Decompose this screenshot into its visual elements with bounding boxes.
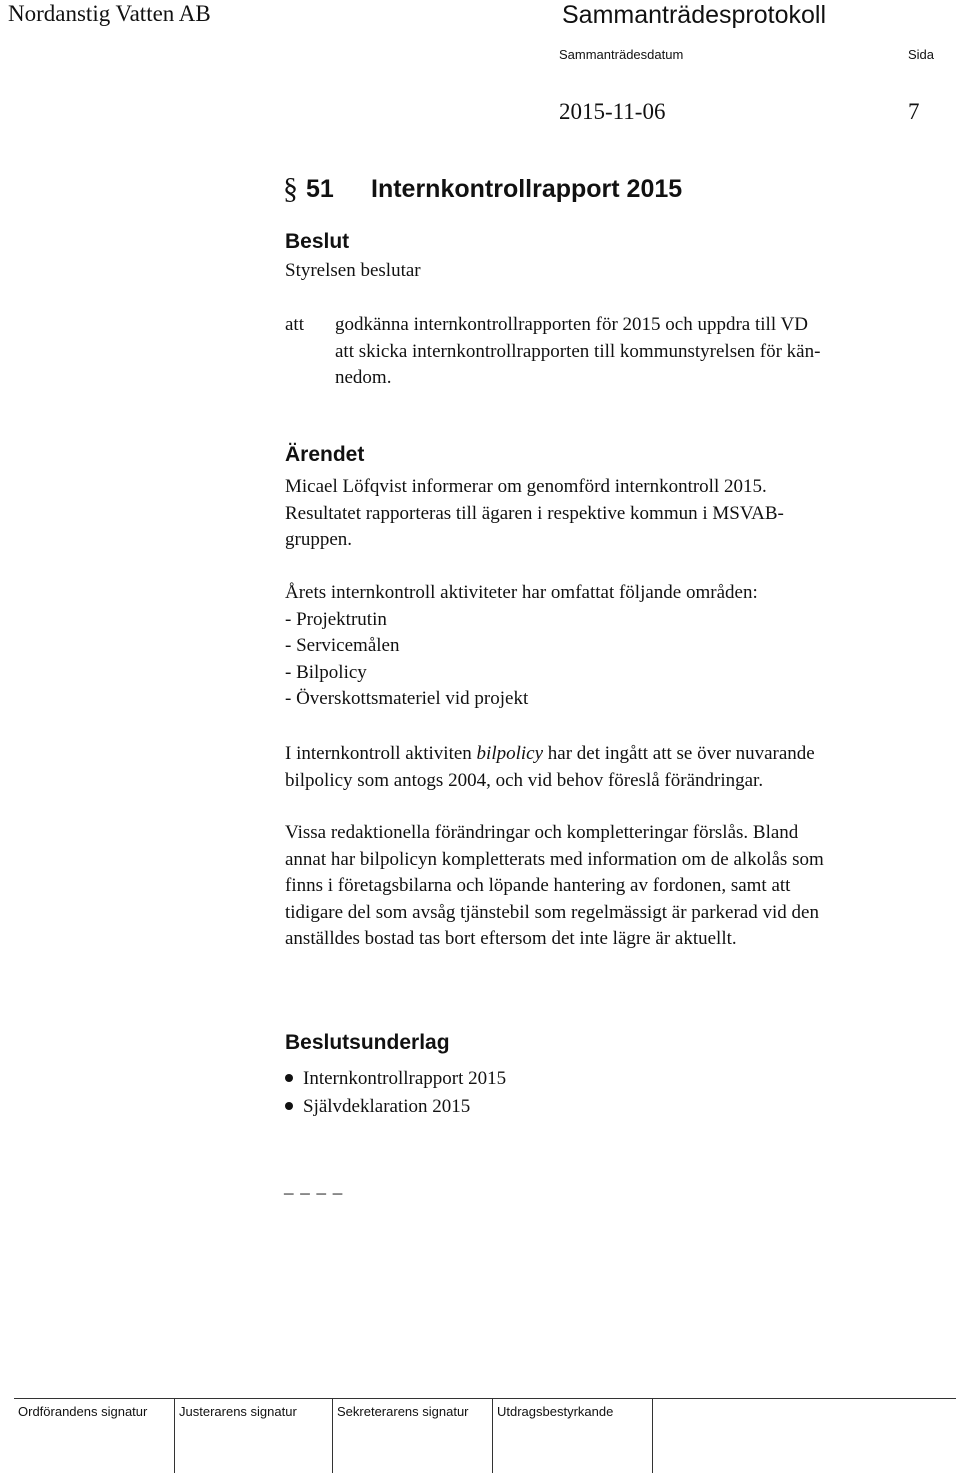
beslut-heading: Beslut bbox=[285, 230, 350, 253]
list-item: - Projektrutin bbox=[285, 608, 387, 630]
arendet-paragraph-1 bbox=[285, 474, 784, 554]
text-span: har det ingått att se över nuvarande bbox=[543, 743, 815, 764]
beslut-line: godkänna internkontrollrapporten för 2015 och uppdra till VD bbox=[335, 314, 808, 335]
signature-label: Ordförandens signatur bbox=[18, 1404, 148, 1419]
beslut-att-label: att bbox=[285, 314, 304, 335]
signature-label: Justerarens signatur bbox=[179, 1404, 297, 1419]
beslut-text bbox=[335, 312, 935, 392]
signature-label: Utdragsbestyrkande bbox=[497, 1404, 614, 1419]
signature-cell-chair bbox=[14, 1399, 174, 1473]
list-item bbox=[285, 1094, 470, 1120]
beslut-intro: Styrelsen beslutar bbox=[285, 260, 421, 281]
document-type: Sammanträdesprotokoll bbox=[562, 1, 827, 29]
section-symbol: § bbox=[283, 172, 298, 205]
section-number: 51 bbox=[306, 175, 334, 203]
list-item: - Överskottsmateriel vid projekt bbox=[285, 688, 529, 710]
page-label: Sida bbox=[908, 47, 935, 62]
beslutsunderlag-heading: Beslutsunderlag bbox=[285, 1031, 450, 1054]
signature-cell-blank bbox=[652, 1399, 956, 1473]
text-line: anställdes bostad tas bort eftersom det inte lägre är aktuellt. bbox=[285, 928, 737, 950]
text-line: Vissa redaktionella förändringar och kompletteringar förslås. Bland bbox=[285, 822, 799, 843]
signature-cell-secretary bbox=[332, 1399, 493, 1473]
organization-name: Nordanstig Vatten AB bbox=[8, 1, 211, 26]
list-item: - Bilpolicy bbox=[285, 661, 367, 683]
bullet-icon bbox=[285, 1102, 293, 1110]
text-line: annat har bilpolicyn kompletterats med information om de alkolås som bbox=[285, 848, 824, 870]
bullet-icon bbox=[285, 1074, 293, 1082]
page-number: 7 bbox=[908, 99, 920, 124]
signature-table bbox=[14, 1398, 956, 1473]
meeting-date: 2015-11-06 bbox=[559, 99, 666, 124]
text-line: finns i företagsbilarna och löpande hantering av fordonen, samt att bbox=[285, 875, 791, 897]
text-line: Årets internkontroll aktiviteter har omfattat följande områden: bbox=[285, 582, 758, 603]
arendet-heading: Ärendet bbox=[285, 443, 365, 466]
text-line: Resultatet rapporteras till ägaren i respektive kommun i MSVAB- bbox=[285, 502, 784, 524]
section-title: Internkontrollrapport 2015 bbox=[371, 175, 683, 203]
signature-cell-certification bbox=[492, 1399, 653, 1473]
list-item bbox=[285, 1066, 506, 1092]
arendet-paragraph-4 bbox=[285, 820, 824, 953]
list-item: - Servicemålen bbox=[285, 635, 400, 657]
text-line bbox=[285, 741, 815, 768]
text-line: gruppen. bbox=[285, 529, 353, 551]
list-item-label: Självdeklaration 2015 bbox=[303, 1096, 471, 1117]
end-mark: _ _ _ _ bbox=[284, 1176, 344, 1197]
beslut-line: att skicka internkontrollrapporten till kommunstyrelsen för kän- bbox=[335, 340, 821, 362]
signature-label: Sekreterarens signatur bbox=[337, 1404, 469, 1419]
beslut-line: nedom. bbox=[335, 367, 392, 389]
text-span: I internkontroll aktiviten bbox=[285, 743, 477, 764]
arendet-paragraph-2 bbox=[285, 580, 758, 713]
list-item-label: Internkontrollrapport 2015 bbox=[303, 1068, 507, 1089]
text-line: bilpolicy som antogs 2004, och vid behov föreslå förändringar. bbox=[285, 769, 764, 791]
signature-cell-adjuster bbox=[174, 1399, 333, 1473]
arendet-paragraph-3 bbox=[285, 741, 815, 794]
text-line: Micael Löfqvist informerar om genomförd internkontroll 2015. bbox=[285, 476, 767, 497]
meeting-date-label: Sammanträdesdatum bbox=[559, 47, 684, 62]
italic-term: bilpolicy bbox=[476, 743, 544, 764]
text-line: tidigare del som avsåg tjänstebil som regelmässigt är parkerad vid den bbox=[285, 901, 819, 923]
